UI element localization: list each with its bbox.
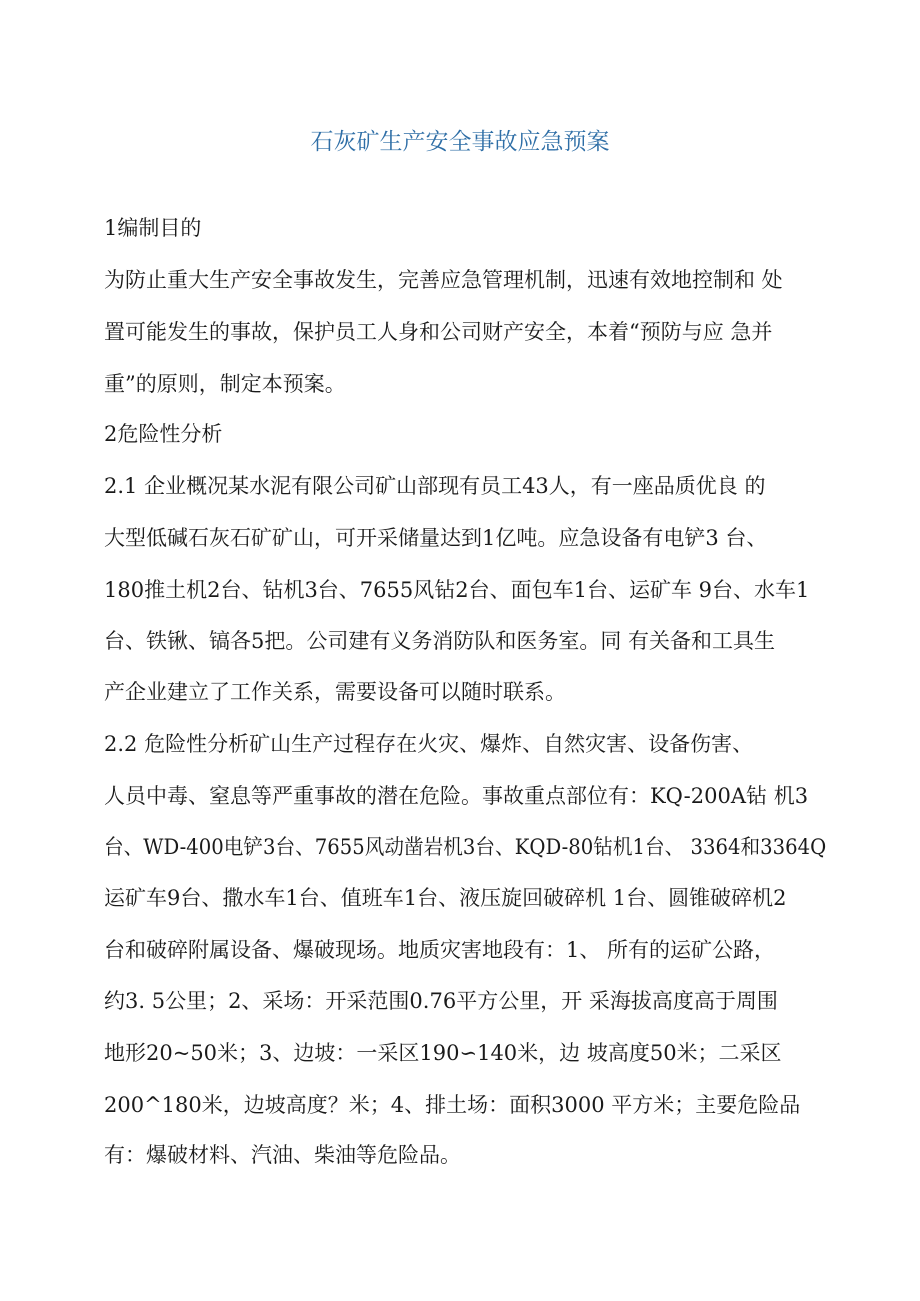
paragraph-line: 台、铁锹、镐各5把。公司建有义务消防队和医务室。同 有关备和工具生 [104, 629, 776, 653]
document-title: 石灰矿生产安全事故应急预案 [310, 129, 610, 155]
section-heading: 1编制目的 [104, 216, 202, 240]
paragraph-line: 大型低碱石灰石矿矿山，可开采储量达到1亿吨。应急设备有电铲3 台、 [104, 526, 768, 550]
paragraph-line: 180推土机2台、钻机3台、7655风钻2台、面包车1台、运矿车 9台、水车1 [104, 578, 810, 602]
paragraph-line: 2.2 危险性分析矿山生产过程存在火灾、爆炸、自然灾害、设备伤害、 [104, 732, 754, 756]
paragraph-line: 重”的原则，制定本预案。 [104, 372, 346, 396]
paragraph-line: 200^180米，边坡高度？米；4、排土场：面积3000 平方米；主要危险品 [104, 1093, 801, 1117]
paragraph-line: 约3. 5公里；2、采场：开采范围0.76平方公里，开 采海拔高度高于周围 [104, 989, 778, 1013]
section-heading: 2危险性分析 [104, 422, 223, 446]
paragraph-line: 运矿车9台、撒水车1台、值班车1台、液压旋回破碎机 1台、圆锥破碎机2 [104, 886, 787, 910]
paragraph-line: 台和破碎附属设备、爆破现场。地质灾害地段有：1、 所有的运矿公路， [104, 938, 776, 962]
paragraph-line: 地形20~50米；3、边坡：一采区190∽140米，边 坡高度50米；二采区 [104, 1041, 782, 1065]
paragraph-line: 人员中毒、窒息等严重事故的潜在危险。事故重点部位有：KQ-200A钻 机3 [104, 784, 809, 808]
paragraph-line: 有：爆破材料、汽油、柴油等危险品。 [104, 1143, 461, 1167]
paragraph-line: 台、WD-400电铲3台、7655风动凿岩机3台、KQD-80钻机1台、 3364和3364Q [104, 835, 827, 859]
paragraph-line: 置可能发生的事故，保护员工人身和公司财产安全，本着“预防与应 急并 [104, 320, 773, 344]
paragraph-line: 为防止重大生产安全事故发生，完善应急管理机制，迅速有效地控制和 处 [104, 268, 783, 292]
paragraph-line: 2.1 企业概况某水泥有限公司矿山部现有员工43人，有一座品质优良 的 [104, 474, 766, 498]
paragraph-line: 产企业建立了工作关系，需要设备可以随时联系。 [104, 680, 566, 704]
